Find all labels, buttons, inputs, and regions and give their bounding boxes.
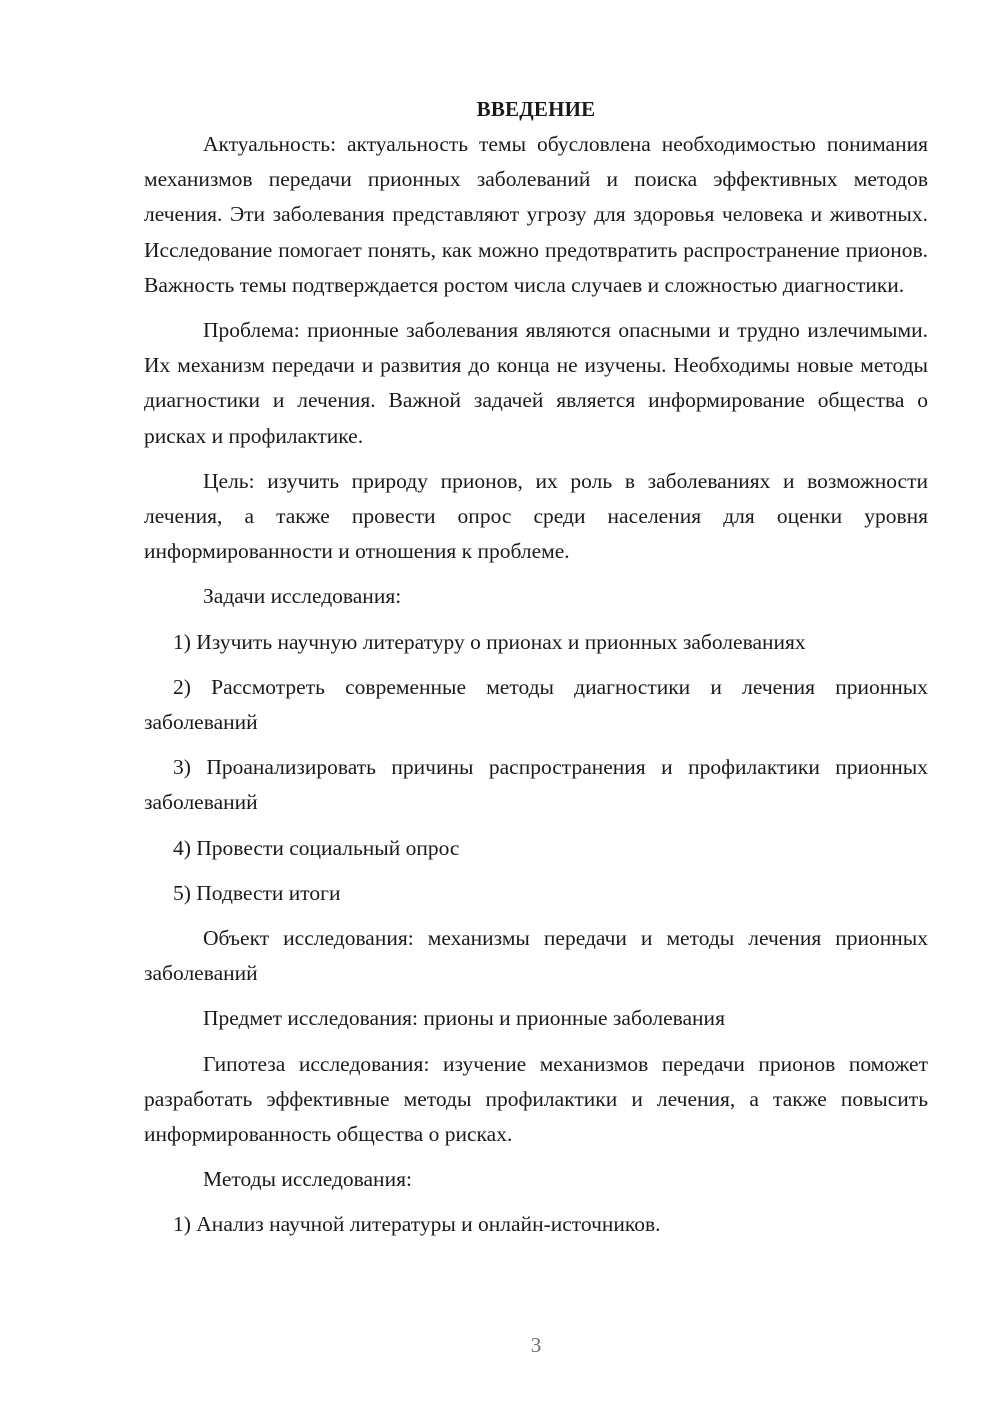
paragraph-problem: Проблема: прионные заболевания являются опасными и трудно излечимыми. Их механизм передачи и развития до конца не изучены. Необходимы новые методы диагностики и лечения. Важной задачей является информирование общества о рисках и профилактике. <box>144 318 928 448</box>
paragraph-relevance: Актуальность: актуальность темы обусловлена необходимостью понимания механизмов передачи прионных заболеваний и поиска эффективных методов лечения. Эти заболевания представляют угрозу для здоровья человека и животных. Исследование помогает понять, как можно предотвратить распространение прионов. Важность темы подтверждается ростом числа случаев и сложностью диагностики. <box>144 132 928 297</box>
paragraph-hypothesis: Гипотеза исследования: изучение механизмов передачи прионов поможет разработать эффективные методы профилактики и лечения, а также повысить информированность общества о рисках. <box>144 1051 928 1147</box>
list-item-task-2: 2) Рассмотреть современные методы диагностики и лечения прионных заболеваний <box>144 674 928 735</box>
list-item-task-4: 4) Провести социальный опрос <box>173 835 460 860</box>
paragraph-tasks-heading: Задачи исследования: <box>203 584 402 609</box>
page-number: 3 <box>530 1333 542 1357</box>
paragraph-subject: Предмет исследования: прионы и прионные заболевания <box>203 1006 725 1031</box>
document-page <box>144 92 928 1253</box>
list-item-task-1: 1) Изучить научную литературу о прионах и прионных заболеваниях <box>173 629 806 654</box>
paragraph-object: Объект исследования: механизмы передачи и методы лечения прионных заболеваний <box>144 926 928 986</box>
list-item-task-3: 3) Проанализировать причины распространения и профилактики прионных заболеваний <box>144 755 928 815</box>
paragraph-goal: Цель: изучить природу прионов, их роль в заболеваниях и возможности лечения, а также провести опрос среди населения для оценки уровня информированности и отношения к проблеме. <box>144 468 928 564</box>
paragraph-methods-heading: Методы исследования: <box>203 1167 412 1192</box>
page-title: ВВЕДЕНИЕ <box>476 97 596 121</box>
list-item-method-1: 1) Анализ научной литературы и онлайн-источников. <box>173 1212 661 1237</box>
list-item-task-5: 5) Подвести итоги <box>173 880 341 905</box>
